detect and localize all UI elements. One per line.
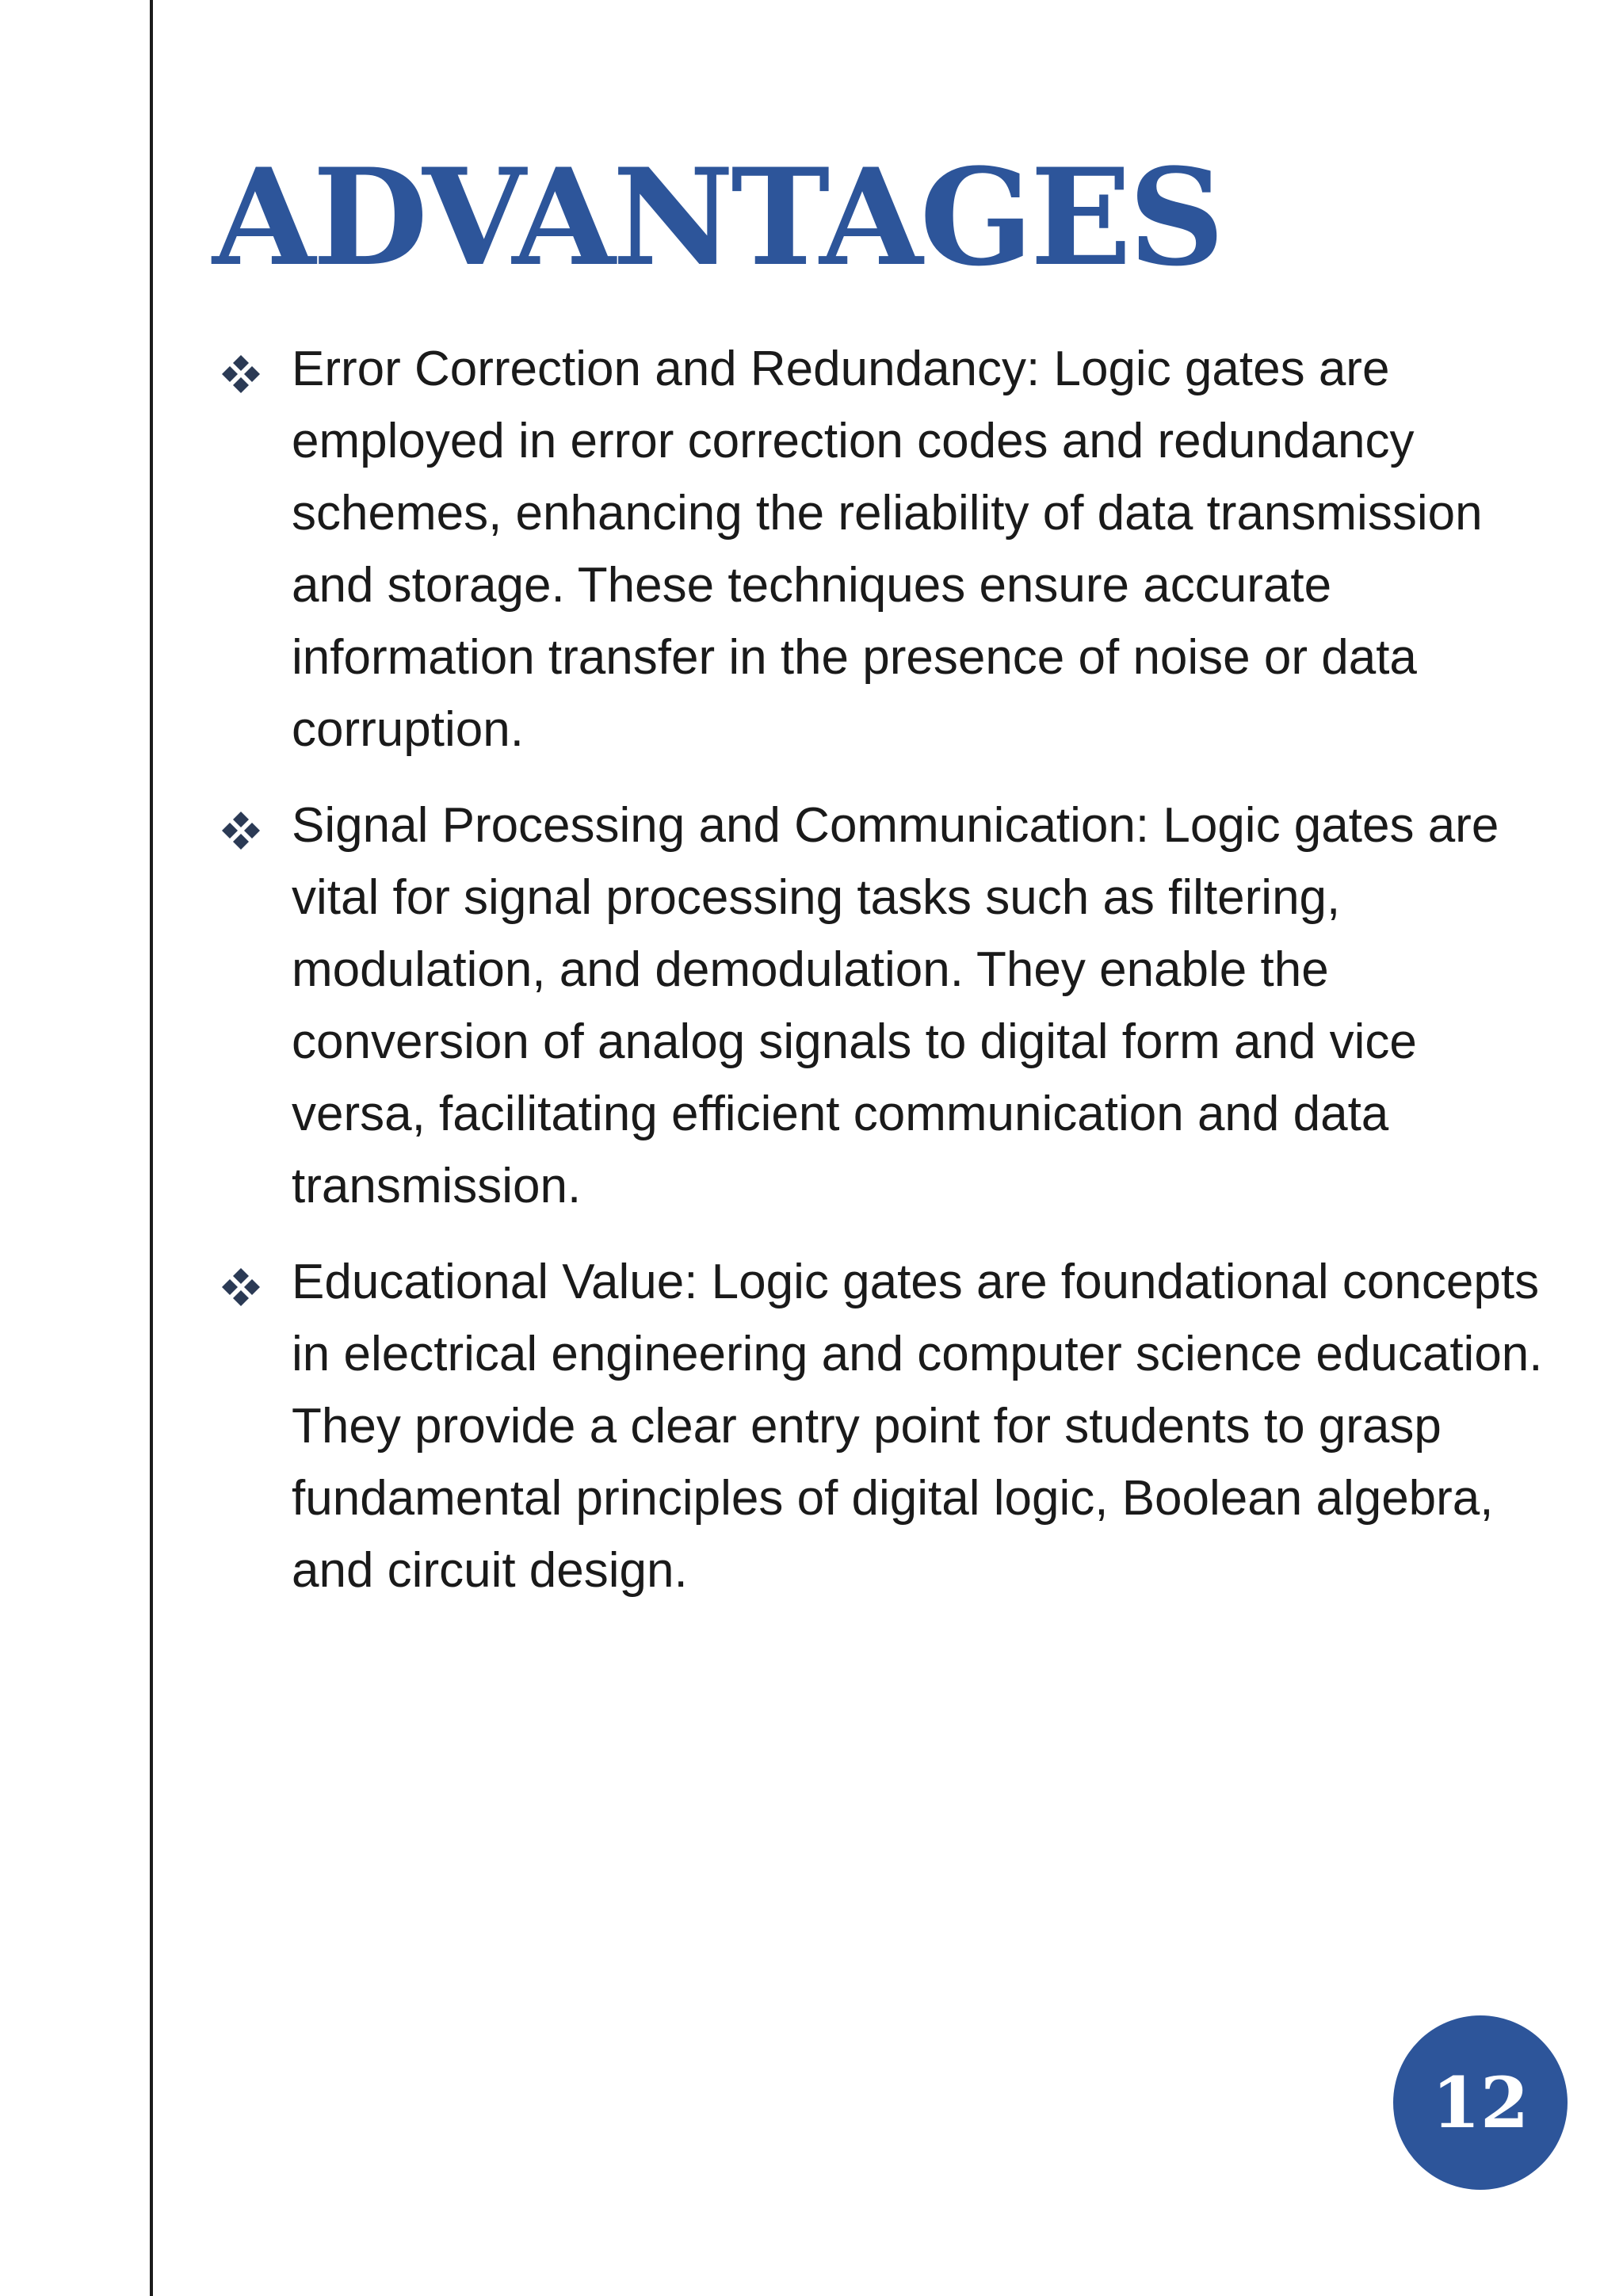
bullet-list [216,333,1563,1630]
margin-rule [150,0,153,2296]
list-item [216,333,1563,766]
bullet-text: Educational Value: Logic gates are foundational concepts in electrical engineering and computer science education. They provide a clear entry point for students to grasp fundamental principles of digital logic, Boolean algebra, and circuit design. [292,1255,1543,1598]
bullet-text: Signal Processing and Communication: Logic gates are vital for signal processing tasks such as filtering, modulation, and demodulation. They enable the conversion of analog signals to digital form and vice versa, facilitating efficient communication and data transmission. [292,798,1499,1213]
list-item [216,1246,1563,1606]
page-number: 12 [1431,2061,1529,2144]
diamond-four-icon [220,353,262,395]
list-item [216,789,1563,1222]
diamond-four-icon [220,810,262,851]
bullet-text: Error Correction and Redundancy: Logic gates are employed in error correction codes and redundancy schemes, enhancing the reliability of data transmission and storage. These techniques ensure accurate information transfer in the presence of noise or data corruption. [292,342,1483,757]
page-number-badge [1393,2015,1568,2190]
page-title: ADVANTAGES [212,139,1222,296]
diamond-four-icon [220,1266,262,1308]
